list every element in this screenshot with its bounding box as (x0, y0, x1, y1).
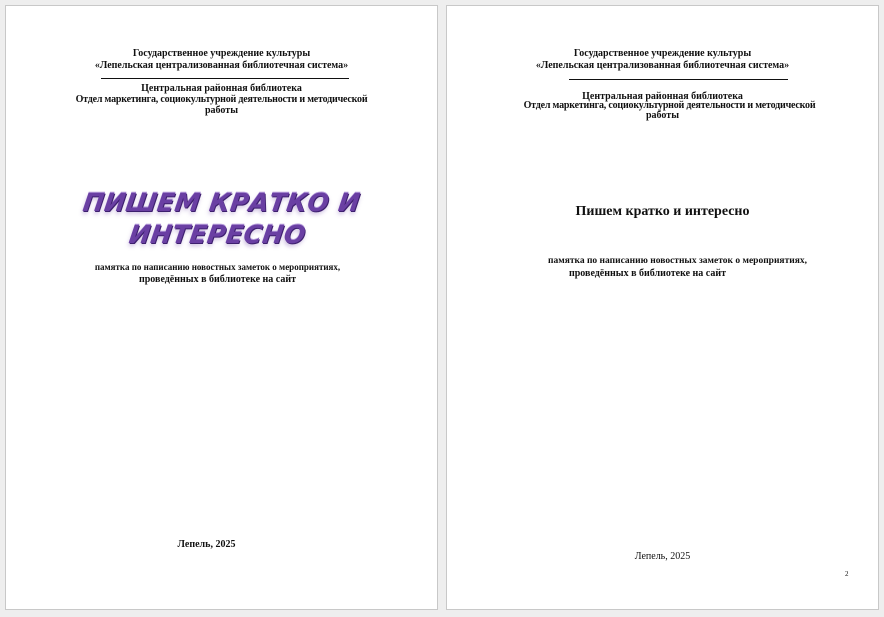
department-line-2: работы (204, 105, 239, 116)
org-name-line-1: Государственное учреждение культуры (573, 48, 752, 59)
document-page-1 (5, 5, 438, 610)
department-line-2: работы (645, 110, 680, 121)
footer-place-year: Лепель, 2025 (634, 551, 691, 562)
footer-place-year: Лепель, 2025 (177, 539, 236, 550)
department-line-1: Отдел маркетинга, социокультурной деятельности и методической (75, 94, 368, 105)
header-rule (569, 79, 788, 80)
page-number: 2 (845, 570, 849, 578)
library-name: Центральная районная библиотека (582, 91, 743, 102)
decorative-title-line-2: ИНТЕРЕСНО (127, 220, 308, 249)
subtitle-line-2: проведённых в библиотеке на сайт (568, 268, 727, 279)
decorative-title-line-1: ПИШЕМ КРАТКО И (81, 188, 363, 217)
org-name-line-2: «Лепельская централизованная библиотечная система» (94, 60, 349, 71)
document-page-2 (446, 5, 879, 610)
document-title: Пишем кратко и интересно (575, 204, 750, 219)
subtitle-line-1: памятка по написанию новостных заметок о мероприятиях, (548, 256, 807, 266)
header-rule (101, 78, 349, 79)
subtitle-line-1: памятка по написанию новостных заметок о мероприятиях, (94, 262, 341, 272)
org-name-line-1: Государственное учреждение культуры (132, 48, 311, 59)
department-line-1: Отдел маркетинга, социокультурной деятельности и методической (523, 100, 816, 111)
org-name-line-2: «Лепельская централизованная библиотечная система» (535, 60, 790, 71)
library-name: Центральная районная библиотека (141, 83, 302, 94)
subtitle-line-2: проведённых в библиотеке на сайт (138, 274, 297, 285)
